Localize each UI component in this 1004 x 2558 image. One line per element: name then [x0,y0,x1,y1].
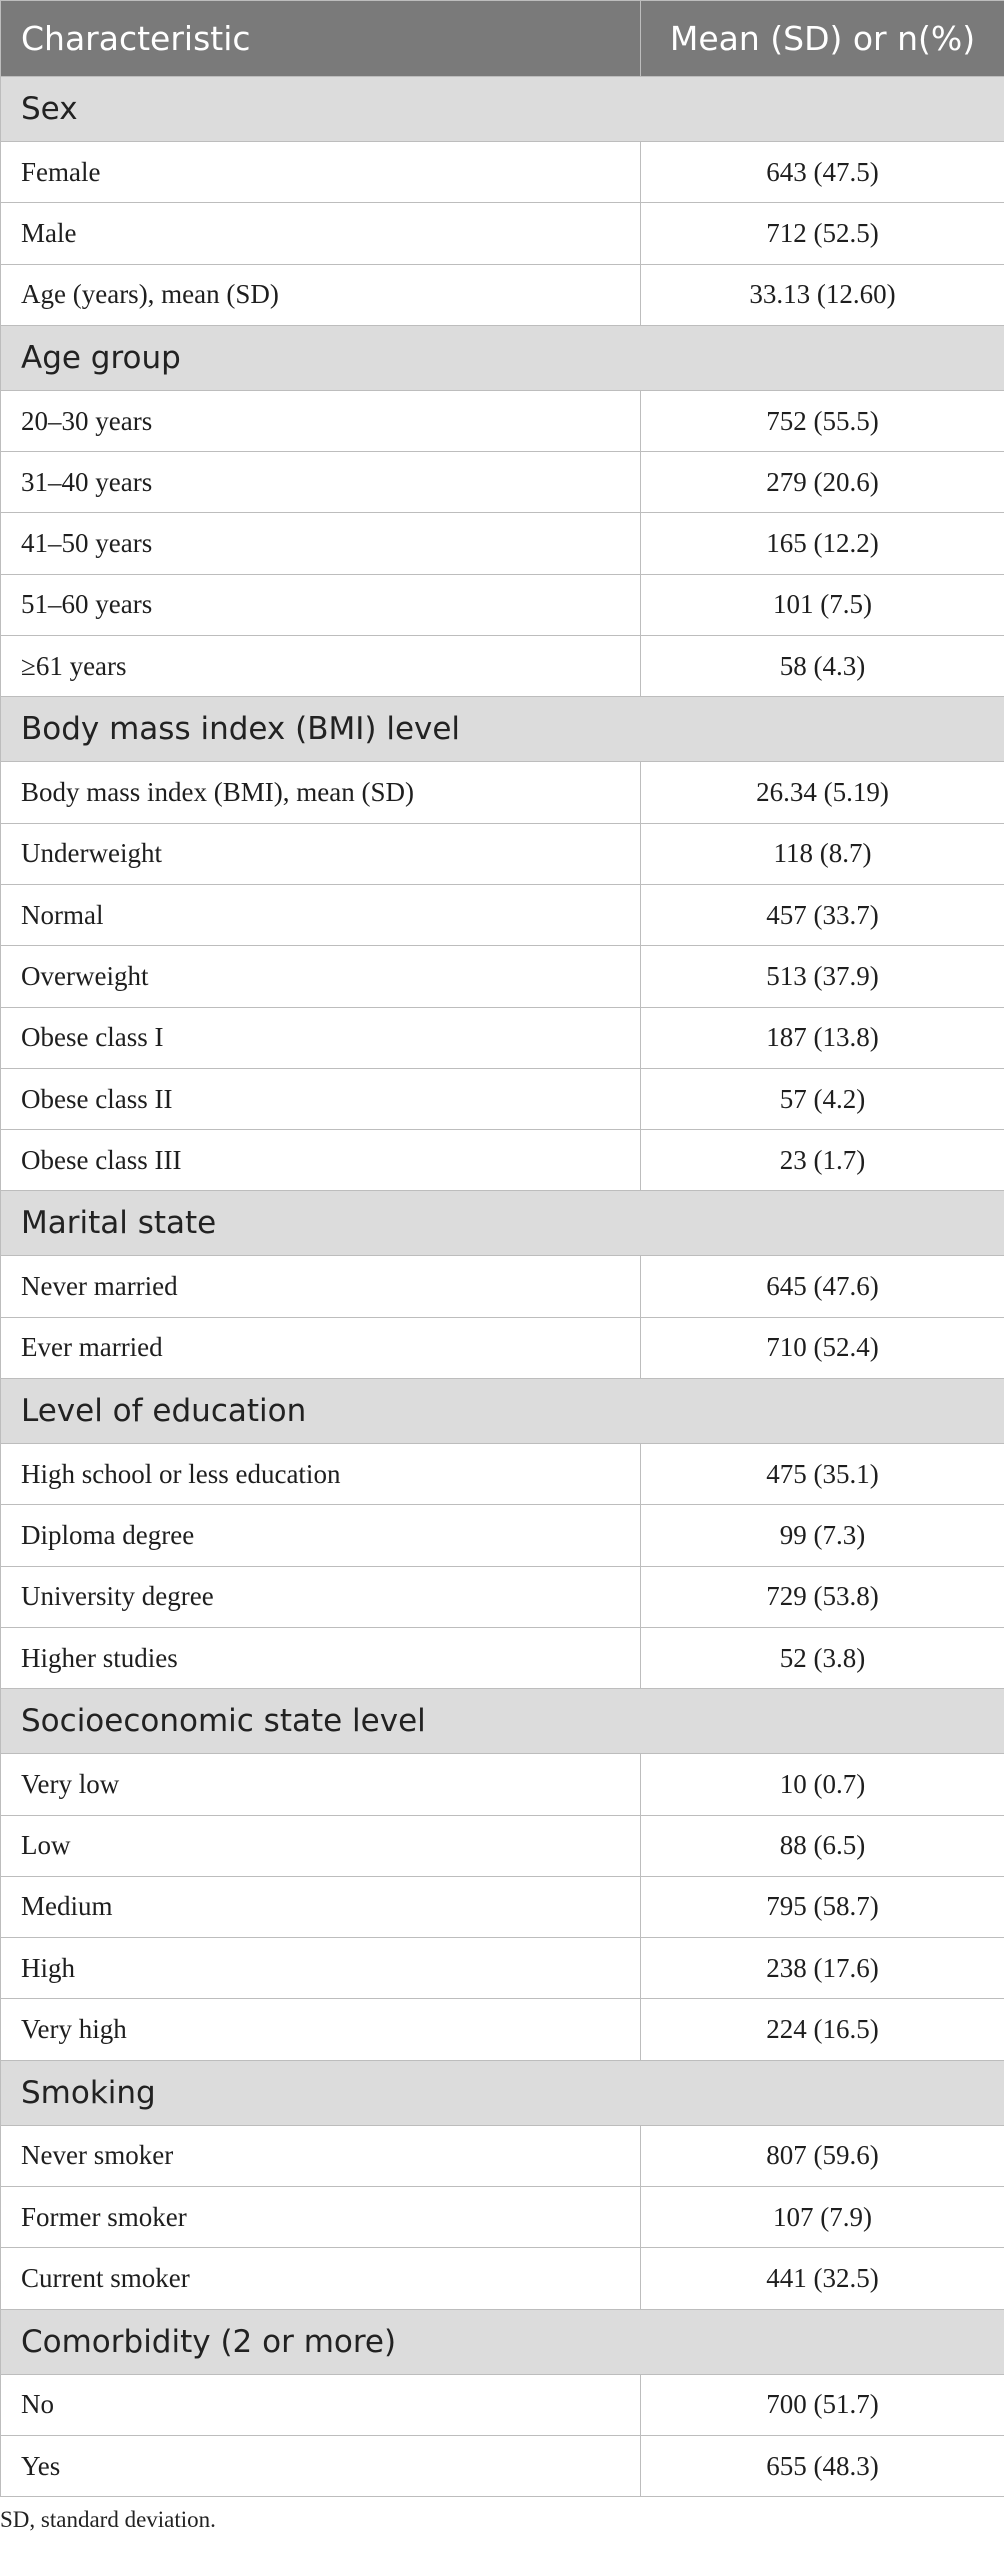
row-value: 441 (32.5) [641,2248,1004,2309]
section-title: Age group [1,325,1004,390]
table-row [1,762,1004,823]
table-row [1,1627,1004,1688]
row-label: Never married [1,1256,641,1317]
row-value: 26.34 (5.19) [641,762,1004,823]
row-label: Current smoker [1,2248,641,2309]
table-row [1,390,1004,451]
table-row [1,1068,1004,1129]
table-row [1,2187,1004,2248]
header-value: Mean (SD) or n(%) [641,1,1004,77]
table-row [1,884,1004,945]
table-header-row [1,1,1004,77]
row-value: 655 (48.3) [641,2435,1004,2496]
row-label: ≥61 years [1,636,641,697]
row-value: 118 (8.7) [641,823,1004,884]
footnote: SD, standard deviation. [0,2507,216,2533]
section-title: Body mass index (BMI) level [1,697,1004,762]
table-row [1,142,1004,203]
section-title: Sex [1,77,1004,142]
row-label: High [1,1938,641,1999]
row-value: 795 (58.7) [641,1876,1004,1937]
row-label: Normal [1,884,641,945]
table-row [1,1505,1004,1566]
row-label: 20–30 years [1,390,641,451]
row-value: 88 (6.5) [641,1815,1004,1876]
table-row [1,823,1004,884]
row-label: No [1,2374,641,2435]
row-value: 224 (16.5) [641,1999,1004,2060]
table-row [1,636,1004,697]
row-value: 187 (13.8) [641,1007,1004,1068]
table-row [1,2248,1004,2309]
row-label: Ever married [1,1317,641,1378]
section-header-row [1,1689,1004,1754]
row-label: 31–40 years [1,452,641,513]
row-label: Higher studies [1,1627,641,1688]
table-row [1,1876,1004,1937]
table-row [1,2125,1004,2186]
table-row [1,1256,1004,1317]
section-header-row [1,1379,1004,1444]
table-row [1,1938,1004,1999]
row-value: 107 (7.9) [641,2187,1004,2248]
row-label: Male [1,203,641,264]
row-label: Obese class I [1,1007,641,1068]
section-header-row [1,697,1004,762]
row-label: Medium [1,1876,641,1937]
row-value: 10 (0.7) [641,1754,1004,1815]
row-value: 279 (20.6) [641,452,1004,513]
row-label: Former smoker [1,2187,641,2248]
row-label: Body mass index (BMI), mean (SD) [1,762,641,823]
row-value: 710 (52.4) [641,1317,1004,1378]
row-label: Diploma degree [1,1505,641,1566]
row-value: 52 (3.8) [641,1627,1004,1688]
row-value: 23 (1.7) [641,1130,1004,1191]
table-row [1,452,1004,513]
row-value: 643 (47.5) [641,142,1004,203]
row-label: University degree [1,1566,641,1627]
row-value: 33.13 (12.60) [641,264,1004,325]
section-header-row [1,325,1004,390]
row-value: 712 (52.5) [641,203,1004,264]
row-label: Very high [1,1999,641,2060]
row-label: 41–50 years [1,513,641,574]
row-label: High school or less education [1,1444,641,1505]
row-value: 165 (12.2) [641,513,1004,574]
section-title: Socioeconomic state level [1,1689,1004,1754]
row-label: Female [1,142,641,203]
table-row [1,1007,1004,1068]
table-row [1,264,1004,325]
table-row [1,1444,1004,1505]
table-row [1,2374,1004,2435]
row-label: Very low [1,1754,641,1815]
row-label: Yes [1,2435,641,2496]
row-label: Underweight [1,823,641,884]
table-row [1,1999,1004,2060]
row-label: Never smoker [1,2125,641,2186]
row-value: 57 (4.2) [641,1068,1004,1129]
table-row [1,513,1004,574]
table-row [1,1566,1004,1627]
row-value: 99 (7.3) [641,1505,1004,1566]
section-header-row [1,1191,1004,1256]
section-title: Smoking [1,2060,1004,2125]
row-value: 238 (17.6) [641,1938,1004,1999]
row-label: Overweight [1,946,641,1007]
row-value: 101 (7.5) [641,574,1004,635]
table-row [1,946,1004,1007]
table-row [1,1130,1004,1191]
table-row [1,574,1004,635]
row-value: 457 (33.7) [641,884,1004,945]
table-body [1,77,1004,2497]
row-value: 729 (53.8) [641,1566,1004,1627]
row-value: 752 (55.5) [641,390,1004,451]
table-row [1,1815,1004,1876]
section-title: Level of education [1,1379,1004,1444]
row-label: Age (years), mean (SD) [1,264,641,325]
section-header-row [1,77,1004,142]
section-title: Comorbidity (2 or more) [1,2309,1004,2374]
row-value: 807 (59.6) [641,2125,1004,2186]
row-value: 645 (47.6) [641,1256,1004,1317]
header-characteristic: Characteristic [1,1,641,77]
table-row [1,1317,1004,1378]
row-value: 700 (51.7) [641,2374,1004,2435]
row-label: Low [1,1815,641,1876]
row-value: 513 (37.9) [641,946,1004,1007]
row-value: 475 (35.1) [641,1444,1004,1505]
row-label: Obese class III [1,1130,641,1191]
table-row [1,1754,1004,1815]
section-header-row [1,2309,1004,2374]
section-header-row [1,2060,1004,2125]
section-title: Marital state [1,1191,1004,1256]
row-label: Obese class II [1,1068,641,1129]
table-row [1,2435,1004,2496]
table-row [1,203,1004,264]
row-value: 58 (4.3) [641,636,1004,697]
row-label: 51–60 years [1,574,641,635]
